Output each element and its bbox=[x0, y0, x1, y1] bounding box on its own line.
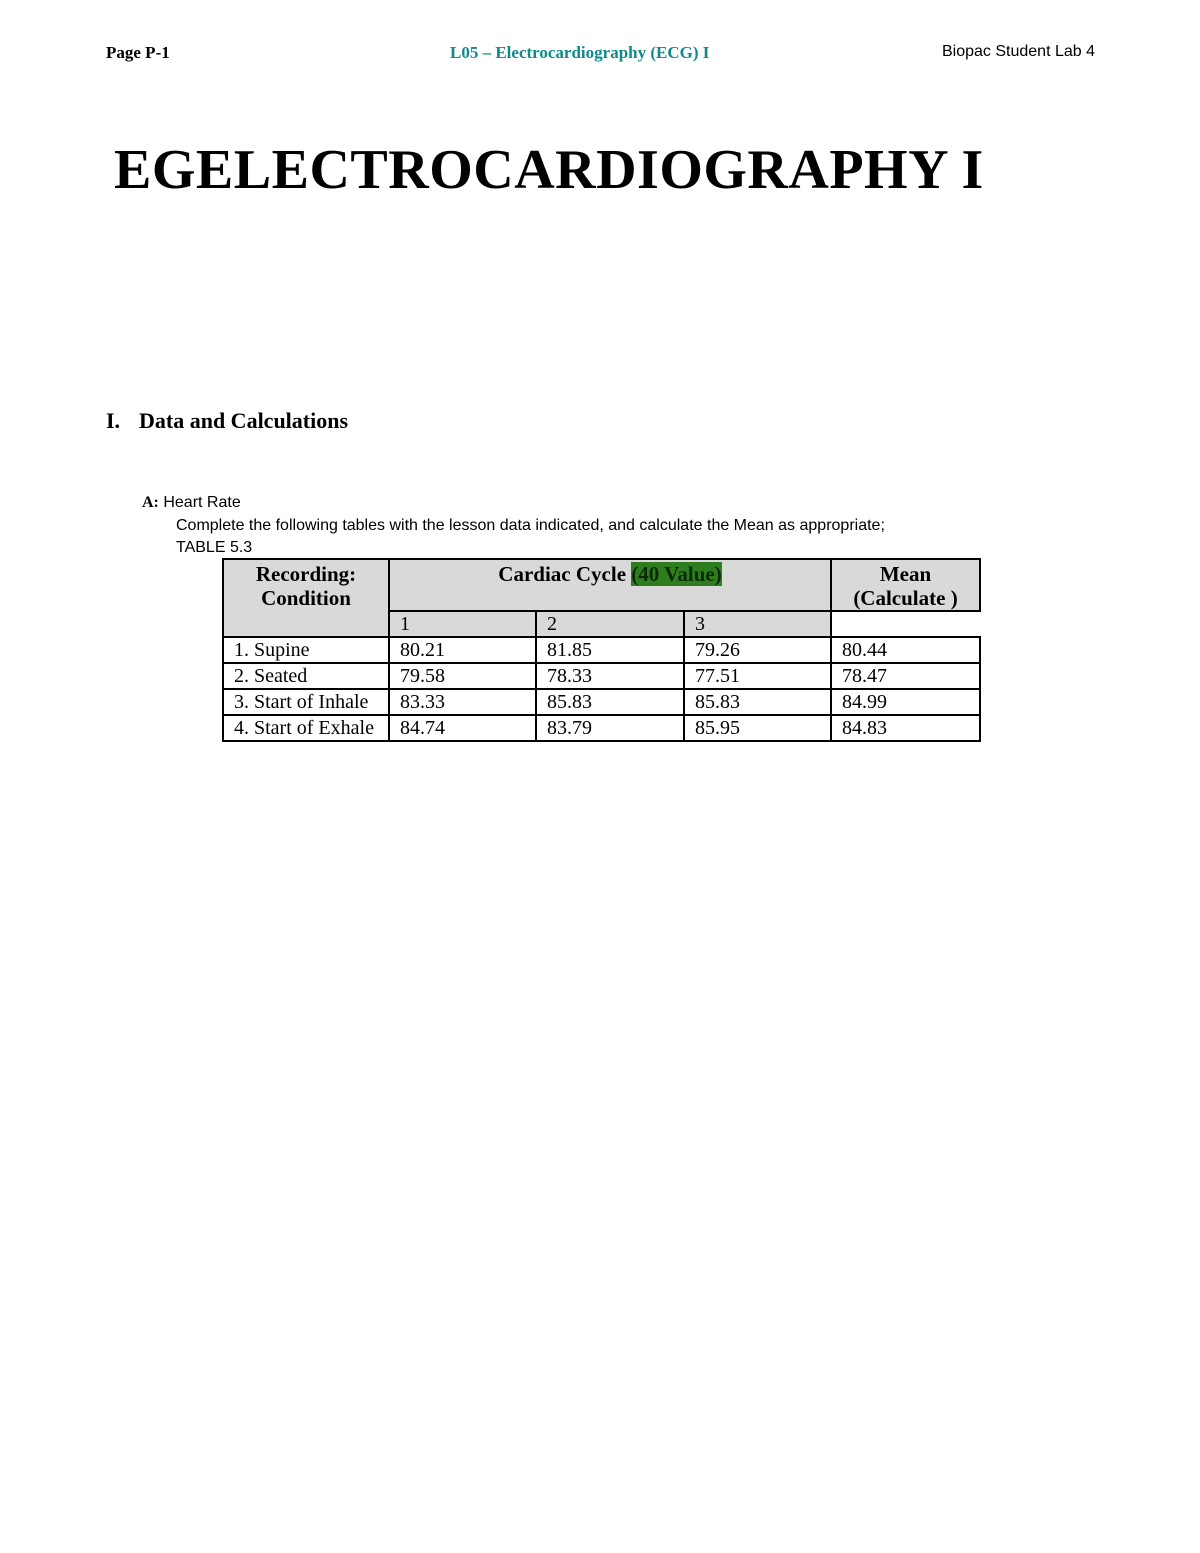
col-header-mean: Mean (Calculate ) bbox=[831, 559, 980, 611]
subheader-cycle-3: 3 bbox=[684, 611, 831, 637]
subheader-cycle-2: 2 bbox=[536, 611, 684, 637]
cell-c1: 84.74 bbox=[389, 715, 536, 741]
table-row bbox=[223, 689, 980, 715]
table-header-row bbox=[223, 559, 980, 611]
col-header-cardiac-cycle bbox=[389, 559, 831, 611]
document-title: EGELECTROCARDIOGRAPHY I bbox=[114, 139, 984, 201]
cell-mean: 78.47 bbox=[831, 663, 980, 689]
cell-c1: 83.33 bbox=[389, 689, 536, 715]
subsection-label: A: bbox=[142, 494, 159, 511]
cell-c2: 78.33 bbox=[536, 663, 684, 689]
header-lesson-title: L05 – Electrocardiography (ECG) I bbox=[450, 43, 710, 62]
cell-mean: 84.83 bbox=[831, 715, 980, 741]
cell-c3: 85.95 bbox=[684, 715, 831, 741]
cell-mean: 84.99 bbox=[831, 689, 980, 715]
cell-condition: 4. Start of Exhale bbox=[223, 715, 389, 741]
cell-c1: 79.58 bbox=[389, 663, 536, 689]
cell-c2: 85.83 bbox=[536, 689, 684, 715]
cell-c3: 79.26 bbox=[684, 637, 831, 663]
section-number: I. bbox=[106, 408, 121, 433]
subheader-empty-cell bbox=[223, 611, 389, 637]
cell-mean: 80.44 bbox=[831, 637, 980, 663]
cell-c3: 85.83 bbox=[684, 689, 831, 715]
subsection-heading bbox=[142, 494, 241, 512]
cell-condition: 3. Start of Inhale bbox=[223, 689, 389, 715]
col-header-condition: Recording: Condition bbox=[223, 559, 389, 611]
subheader-cycle-1: 1 bbox=[389, 611, 536, 637]
header-product-name: Biopac Student Lab 4 bbox=[942, 43, 1096, 60]
cell-c2: 83.79 bbox=[536, 715, 684, 741]
cardiac-cycle-label: Cardiac Cycle bbox=[498, 562, 627, 586]
instructions-text: Complete the following tables with the lesson data indicated, and calculate the Mean as appropriate; bbox=[176, 517, 885, 534]
table-row bbox=[223, 715, 980, 741]
cardiac-cycle-highlight: (40 Value) bbox=[631, 562, 722, 586]
heart-rate-table bbox=[222, 558, 981, 742]
table-subheader-row bbox=[223, 611, 980, 637]
table-row bbox=[223, 637, 980, 663]
cell-c3: 77.51 bbox=[684, 663, 831, 689]
section-title: Data and Calculations bbox=[139, 408, 349, 433]
table-row bbox=[223, 663, 980, 689]
cell-c1: 80.21 bbox=[389, 637, 536, 663]
cell-condition: 2. Seated bbox=[223, 663, 389, 689]
subsection-title: Heart Rate bbox=[163, 494, 241, 511]
table-label: TABLE 5.3 bbox=[176, 539, 253, 556]
header-page-number: Page P-1 bbox=[106, 43, 170, 62]
section-heading bbox=[106, 408, 348, 434]
cell-c2: 81.85 bbox=[536, 637, 684, 663]
cell-condition: 1. Supine bbox=[223, 637, 389, 663]
